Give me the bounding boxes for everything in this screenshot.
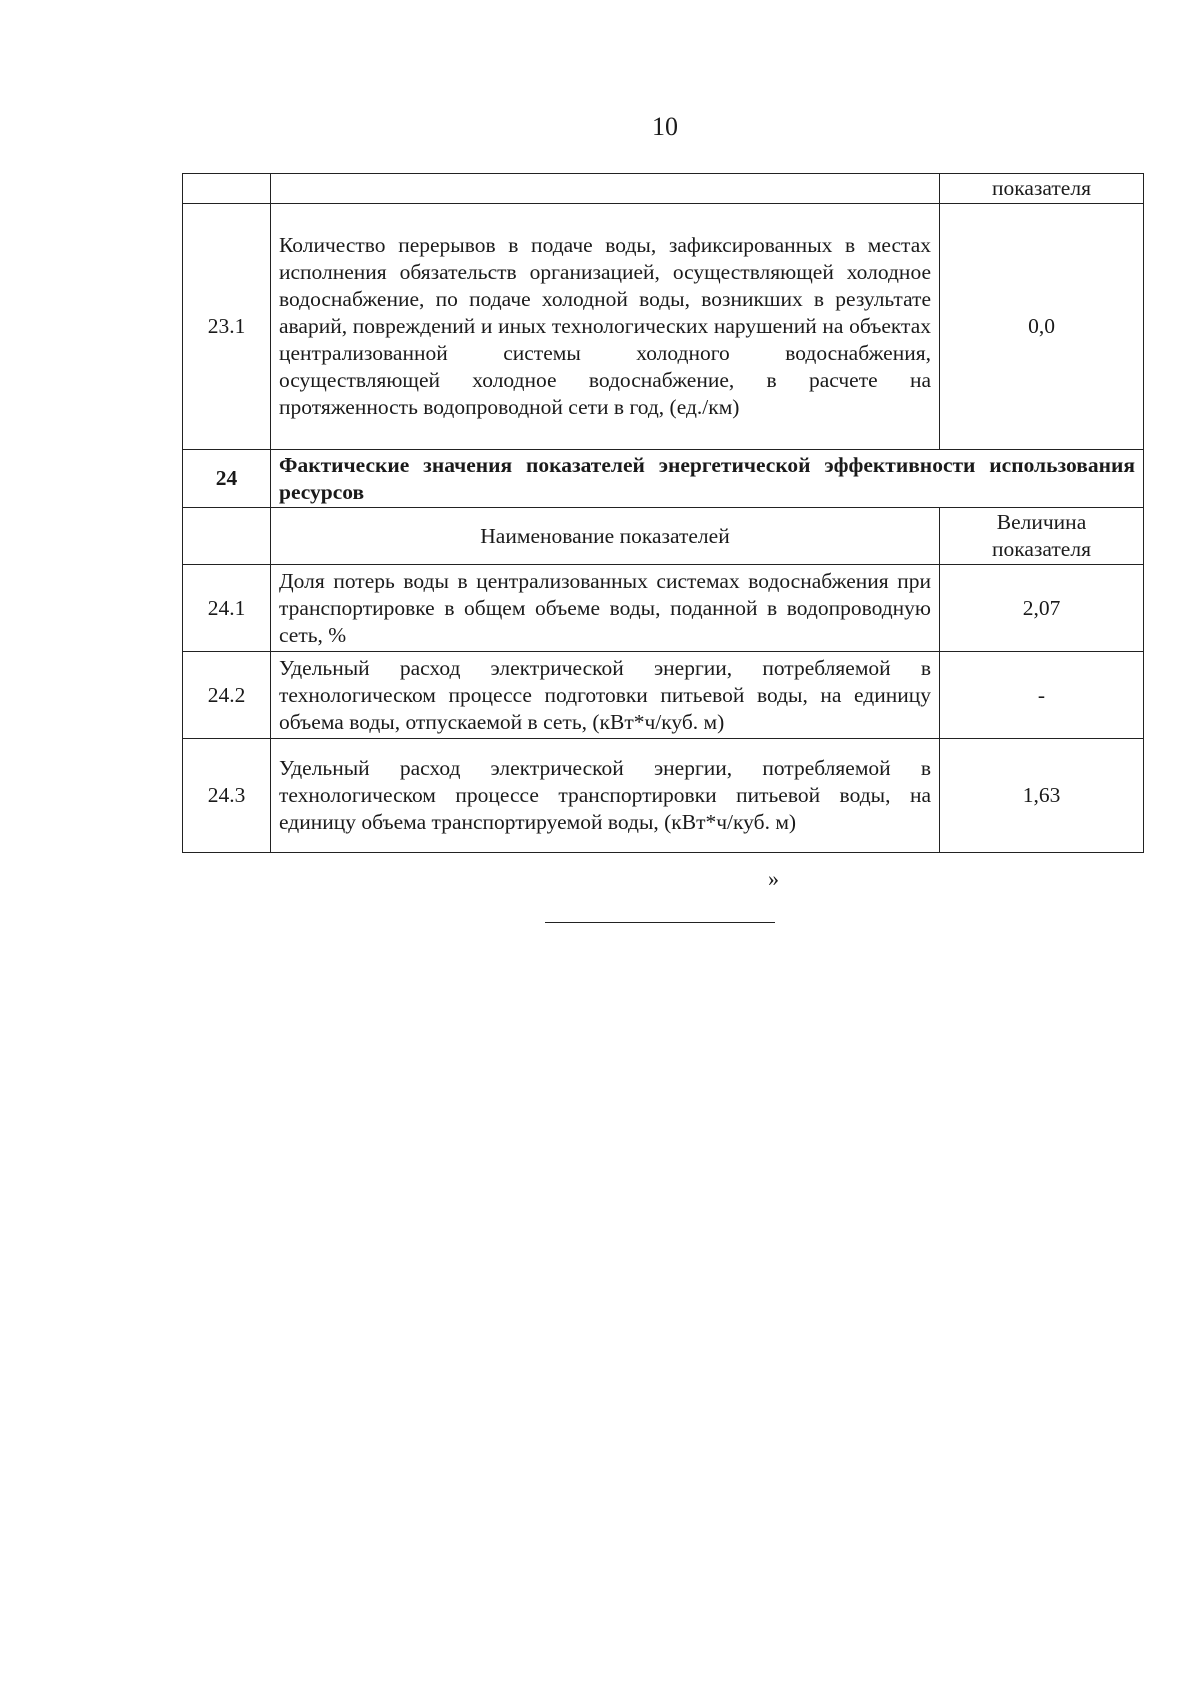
indicator-name: Количество перерывов в подаче воды, зафиксированных в местах исполнения обязательств организацией, осуществляющей холодное водоснабжение, по подаче холодной воды, возникших в результате аварий, повреждений и иных технологических нарушений на объектах централизованной системы холодного водоснабжения, осуществляющей холодное водоснабжение, в расчете на протяженность водопроводной сети в год, (ед./км) bbox=[271, 204, 940, 450]
continued-header-row bbox=[183, 174, 1144, 204]
row-number: 24.2 bbox=[183, 652, 271, 739]
table-row bbox=[183, 565, 1144, 652]
section-row bbox=[183, 450, 1144, 508]
table-row bbox=[183, 652, 1144, 739]
indicator-value: 1,63 bbox=[940, 739, 1144, 853]
column-header-row bbox=[183, 508, 1144, 565]
empty-cell bbox=[271, 174, 940, 204]
indicator-value: 0,0 bbox=[940, 204, 1144, 450]
page-number: 10 bbox=[652, 112, 678, 141]
indicators-table bbox=[182, 173, 1144, 853]
indicator-name: Удельный расход электрической энергии, потребляемой в технологическом процессе транспортировки питьевой воды, на единицу объема транспортируемой воды, (кВт*ч/куб. м) bbox=[271, 739, 940, 853]
indicator-value: - bbox=[940, 652, 1144, 739]
row-number: 24.3 bbox=[183, 739, 271, 853]
section-title: Фактические значения показателей энергетической эффективности использования ресурсов bbox=[271, 450, 1144, 508]
row-number: 23.1 bbox=[183, 204, 271, 450]
indicator-name: Удельный расход электрической энергии, потребляемой в технологическом процессе подготовки питьевой воды, на единицу объема воды, отпускаемой в сеть, (кВт*ч/куб. м) bbox=[271, 652, 940, 739]
empty-cell bbox=[183, 508, 271, 565]
row-number: 24.1 bbox=[183, 565, 271, 652]
section-number: 24 bbox=[183, 450, 271, 508]
value-header-tail: показателя bbox=[940, 174, 1144, 204]
end-rule bbox=[545, 922, 775, 923]
indicator-value: 2,07 bbox=[940, 565, 1144, 652]
name-column-header: Наименование показателей bbox=[271, 508, 940, 565]
empty-cell bbox=[183, 174, 271, 204]
table-row bbox=[183, 739, 1144, 853]
closing-quote-mark: » bbox=[768, 866, 779, 891]
table-row bbox=[183, 204, 1144, 450]
value-column-header: Величина показателя bbox=[940, 508, 1144, 565]
indicator-name: Доля потерь воды в централизованных системах водоснабжения при транспортировке в общем объеме воды, поданной в водопроводную сеть, % bbox=[271, 565, 940, 652]
